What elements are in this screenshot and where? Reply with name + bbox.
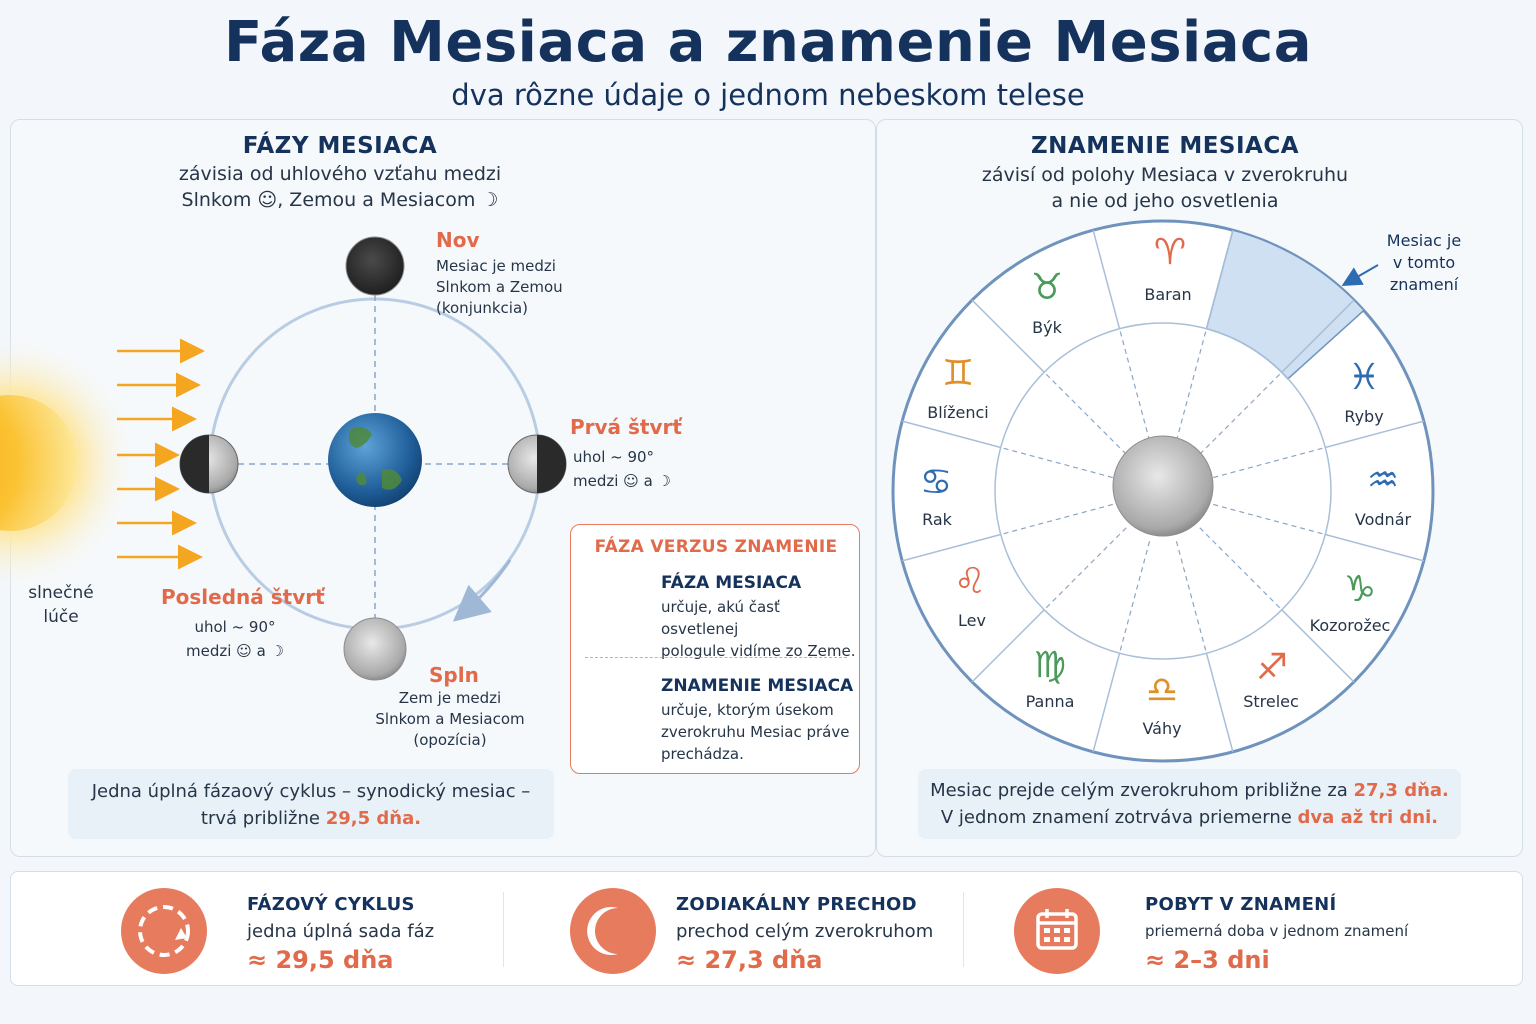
zodiac-baran-icon: ♈ bbox=[1153, 232, 1187, 273]
last-quarter-moon-icon bbox=[180, 435, 238, 493]
last-quarter-desc: uhol ~ 90° medzi ☺ a ☽ bbox=[186, 618, 284, 660]
zodiac-center-moon-icon bbox=[1113, 436, 1213, 536]
sun-rays-label: slnečné lúče bbox=[28, 583, 94, 627]
last-quarter-label: Posledná štvrť bbox=[161, 585, 325, 609]
nov-label: Nov bbox=[436, 228, 480, 252]
compare-sign-title: ZNAMENIE MESIACA bbox=[661, 676, 854, 696]
page-title: Fáza Mesiaca a znamenie Mesiaca bbox=[223, 10, 1313, 75]
zodiac-sign-label: Blíženci bbox=[927, 403, 989, 422]
compare-phase-title: FÁZA MESIACA bbox=[661, 573, 802, 593]
cycle-icon bbox=[121, 888, 207, 974]
calendar-icon bbox=[1014, 888, 1100, 974]
zodiac-strelec-icon: ♐ bbox=[1255, 647, 1289, 688]
first-quarter-label: Prvá štvrť bbox=[570, 415, 682, 439]
zodiac-sign-label: Ryby bbox=[1344, 407, 1384, 426]
callout-label: Mesiac je v tomto znamení bbox=[1386, 231, 1462, 294]
sign-desc-line2: a nie od jeho osvetlenia bbox=[1051, 190, 1279, 212]
stats-bar: FÁZOVÝ CYKLUS jedna úplná sada fáz ≈ 29,5 dňa ZODIAKÁLNY PRECHOD prechod celým zverokruhom ≈ 27,3 dňa POBYT V ZNAMENÍ priemerná doba v jednom znamení ≈ 2–3 dni bbox=[10, 871, 1523, 986]
zodiac-sign-label: Váhy bbox=[1142, 719, 1182, 738]
zodiac-sign-label: Býk bbox=[1032, 318, 1062, 337]
zodiac-vodnár-icon: ♒ bbox=[1366, 460, 1400, 501]
sign-heading: ZNAMENIE MESIACA bbox=[1030, 133, 1300, 159]
zodiac-rak-icon: ♋ bbox=[919, 462, 953, 503]
crescent-icon bbox=[570, 888, 656, 974]
zodiac-sign-label: Baran bbox=[1144, 285, 1192, 304]
full-moon-desc: Zem je medzi Slnkom a Mesiacom (opozícia) bbox=[375, 689, 525, 749]
stats-separator bbox=[963, 892, 964, 967]
zodiac-lev-icon: ♌ bbox=[953, 561, 987, 602]
zodiac-sign-label: Lev bbox=[958, 611, 986, 630]
phases-heading: FÁZY MESIACA bbox=[242, 133, 438, 159]
zodiac-panna-icon: ♍ bbox=[1033, 645, 1067, 686]
compare-phase-desc: určuje, akú časť osvetlenej pologule vidíme zo Zeme. bbox=[661, 598, 856, 660]
zodiac-ryby-icon: ♓ bbox=[1347, 357, 1381, 398]
phase-vs-sign-box bbox=[570, 524, 860, 774]
zodiac-býk-icon: ♉ bbox=[1030, 267, 1064, 308]
nov-desc: Mesiac je medzi Slnkom a Zemou (konjunkcia) bbox=[436, 257, 563, 317]
compare-divider bbox=[585, 657, 847, 658]
zodiac-kozorožec-icon: ♑ bbox=[1343, 569, 1377, 610]
phases-desc-line2: Slnkom ☺, Zemou a Mesiacom ☽ bbox=[181, 189, 499, 211]
page-subtitle: dva rôzne údaje o jednom nebeskom telese bbox=[451, 78, 1085, 112]
zodiac-sign-label: Kozorožec bbox=[1309, 616, 1391, 635]
compare-sign-desc: určuje, ktorým úsekom zverokruhu Mesiac práve prechádza. bbox=[661, 701, 850, 763]
zodiac-info: Mesiac prejde celým zverokruhom približne za 27,3 dňa. V jednom znamení zotrváva priemerne dva až tri dni. bbox=[918, 769, 1461, 839]
zodiac-sign-label: Rak bbox=[922, 510, 952, 529]
first-quarter-desc: uhol ~ 90° medzi ☺ a ☽ bbox=[573, 448, 671, 490]
full-moon-icon bbox=[344, 618, 406, 680]
stats-separator bbox=[503, 892, 504, 967]
phase-cycle-info: Jedna úplná fázaový cyklus – synodický mesiac – trvá približne 29,5 dňa. bbox=[68, 769, 554, 839]
zodiac-sign-label: Panna bbox=[1025, 692, 1075, 711]
compare-heading: FÁZA VERZUS ZNAMENIE bbox=[594, 537, 838, 557]
zodiac-blíženci-icon: ♊ bbox=[941, 353, 975, 394]
earth-icon bbox=[328, 413, 422, 507]
sign-desc-line1: závisí od polohy Mesiaca v zverokruhu bbox=[981, 164, 1349, 186]
zodiac-sign-label: Strelec bbox=[1243, 692, 1299, 711]
phases-desc-line1: závisia od uhlového vzťahu medzi bbox=[178, 163, 502, 185]
full-moon-label: Spln bbox=[429, 663, 479, 687]
zodiac-sign-label: Vodnár bbox=[1354, 510, 1412, 529]
first-quarter-moon-icon bbox=[508, 435, 566, 493]
new-moon-icon bbox=[346, 237, 404, 295]
zodiac-váhy-icon: ♎ bbox=[1145, 670, 1179, 711]
